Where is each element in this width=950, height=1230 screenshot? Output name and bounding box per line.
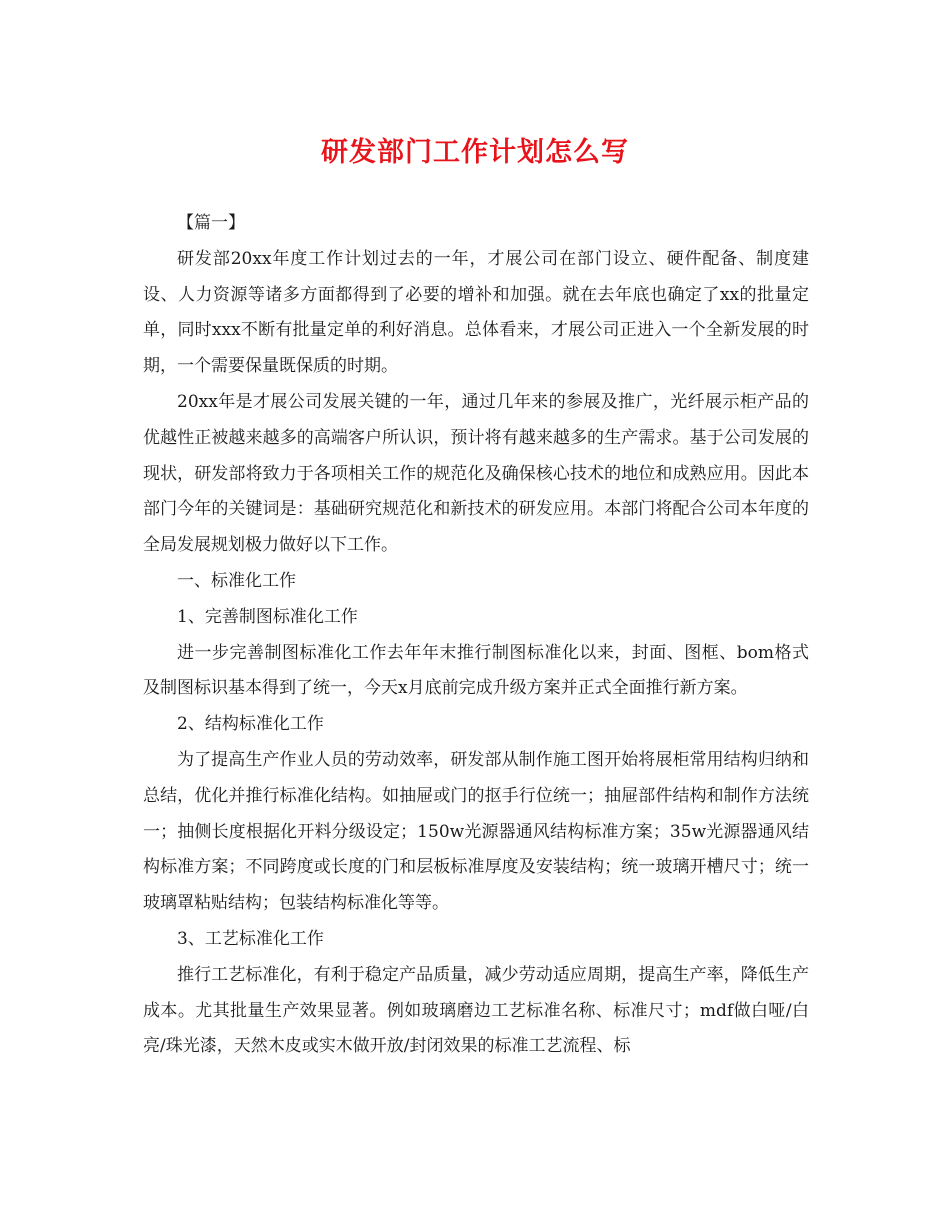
paragraph-process: 推行工艺标准化，有利于稳定产品质量，减少劳动适应周期，提高生产率，降低生产成本。尤其批量生产效果显著。例如玻璃磨边工艺标准名称、标准尺寸；mdf做白哑/白亮/珠光漆，天然木皮或实木做开放/封闭效果的标准工艺流程、标: [143, 964, 809, 1057]
paragraph-structure: 为了提高生产作业人员的劳动效率，研发部从制作施工图开始将展柜常用结构归纳和总结，优化并推行标准化结构。如抽屉或门的抠手行位统一；抽屉部件结构和制作方法统一；抽侧长度根据化开料分级设定；150w光源器通风结构标准方案；35w光源器通风结构标准方案；不同跨度或长度的门和层板标准厚度及安装结构；统一玻璃开槽尺寸；统一玻璃罩粘贴结构；包装结构标准化等等。: [143, 749, 809, 914]
document-title: 研发部门工作计划怎么写: [321, 137, 629, 168]
paragraph-intro: 研发部20xx年度工作计划过去的一年，才展公司在部门设立、硬件配备、制度建设、人力资源等诸多方面都得到了必要的增补和加强。就在去年底也确定了xx的批量定单，同时xxx不断有批量定单的利好消息。总体看来，才展公司正进入一个全新发展的时期，一个需要保量既保质的时期。: [143, 248, 809, 377]
paragraph-outlook: 20xx年是才展公司发展关键的一年，通过几年来的参展及推广，光纤展示柜产品的优越性正被越来越多的高端客户所认识，预计将有越来越多的生产需求。基于公司发展的现状，研发部将致力于各项相关工作的规范化及确保核心技术的地位和成熟应用。因此本部门今年的关键词是：基础研究规范化和新技术的研发应用。本部门将配合公司本年度的全局发展规划极力做好以下工作。: [143, 391, 809, 556]
subheading-process: 3、工艺标准化工作: [177, 928, 324, 949]
subheading-drawing: 1、完善制图标准化工作: [177, 606, 358, 627]
section-label: 【篇一】: [177, 213, 245, 233]
document-body: [143, 206, 809, 1065]
heading-standardization: 一、标准化工作: [177, 570, 296, 591]
subheading-structure: 2、结构标准化工作: [177, 714, 324, 735]
paragraph-drawing: 进一步完善制图标准化工作去年年末推行制图标准化以来，封面、图框、bom格式及制图标识基本得到了统一，今天x月底前完成升级方案并正式全面推行新方案。: [143, 642, 809, 699]
